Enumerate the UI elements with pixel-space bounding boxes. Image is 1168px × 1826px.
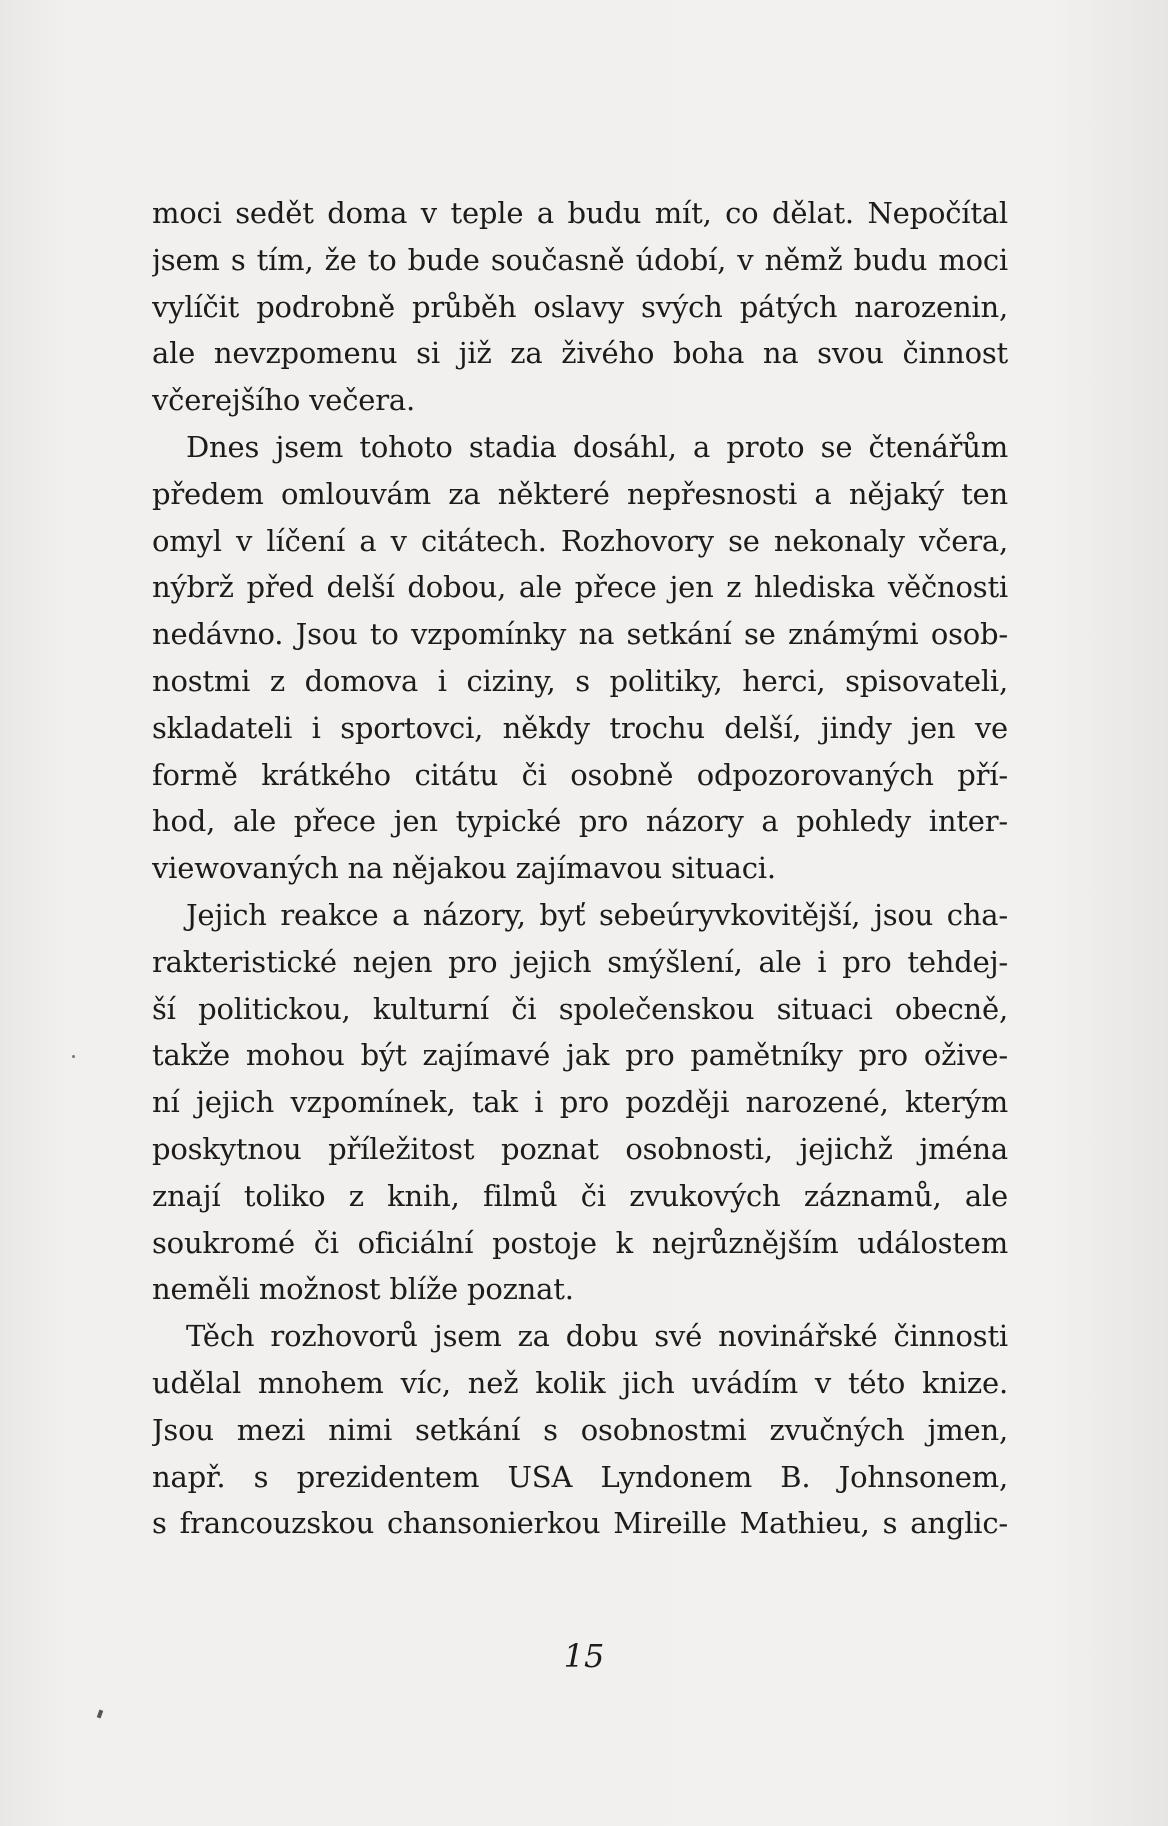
text-line: Jsou mezi nimi setkání s osobnostmi zvučných jmen, — [152, 1412, 1008, 1447]
text-line: nýbrž před delší dobou, ale přece jen z hlediska věčnosti — [152, 570, 1008, 605]
text-line: omyl v líčení a v citátech. Rozhovory se nekonaly včera, — [152, 523, 1008, 558]
text-line: formě krátkého citátu či osobně odpozorovaných pří- — [152, 757, 1008, 792]
text-line: ale nevzpomenu si již za živého boha na svou činnost — [152, 336, 1008, 371]
text-line: např. s prezidentem USA Lyndonem B. Johnsonem, — [152, 1459, 1008, 1494]
text-line: jsem s tím, že to bude současně údobí, v němž budu moci — [152, 242, 1008, 277]
text-line: nedávno. Jsou to vzpomínky na setkání se známými osob- — [152, 617, 1008, 652]
text-line: s francouzskou chansonierkou Mireille Mathieu, s anglic- — [152, 1506, 1008, 1541]
page-number: 15 — [563, 1637, 605, 1675]
text-line: Dnes jsem tohoto stadia dosáhl, a proto se čtenářům — [186, 429, 1008, 464]
text-line: znají toliko z knih, filmů či zvukových záznamů, ale — [152, 1178, 1008, 1213]
text-line: udělal mnohem víc, než kolik jich uvádím v této knize. — [152, 1365, 1008, 1400]
text-line: Jejich reakce a názory, byť sebeúryvkovitější, jsou cha- — [186, 897, 1008, 932]
text-line: vylíčit podrobně průběh oslavy svých pátých narozenin, — [152, 289, 1008, 324]
text-line: skladateli i sportovci, někdy trochu delší, jindy jen ve — [152, 710, 1008, 745]
text-line: takže mohou být zajímavé jak pro pamětníky pro ožive- — [152, 1038, 1008, 1073]
text-line: viewovaných na nějakou zajímavou situaci. — [152, 851, 776, 886]
paper-speck — [72, 1055, 75, 1058]
text-line: včerejšího večera. — [152, 383, 416, 418]
paper-mark — [97, 1710, 103, 1719]
text-line: neměli možnost blíže poznat. — [152, 1272, 574, 1307]
text-line: hod, ale přece jen typické pro názory a pohledy inter- — [152, 804, 1008, 839]
text-line: soukromé či oficiální postoje k nejrůznějším událostem — [152, 1225, 1008, 1260]
body-text — [152, 190, 1008, 1547]
text-line: nostmi z domova i ciziny, s politiky, herci, spisovateli, — [152, 663, 1008, 698]
text-line: Těch rozhovorů jsem za dobu své novinářské činnosti — [186, 1319, 1008, 1354]
text-line: rakteristické nejen pro jejich smýšlení, ale i pro tehdej- — [152, 944, 1008, 979]
text-line: ní jejich vzpomínek, tak i pro později narozené, kterým — [152, 1085, 1008, 1120]
text-line: ší politickou, kulturní či společenskou situaci obecně, — [152, 991, 1008, 1026]
text-line: poskytnou příležitost poznat osobnosti, jejichž jména — [152, 1131, 1008, 1166]
text-line: moci sedět doma v teple a budu mít, co dělat. Nepočítal — [152, 196, 1008, 230]
text-line: předem omlouvám za některé nepřesnosti a nějaký ten — [152, 476, 1008, 511]
